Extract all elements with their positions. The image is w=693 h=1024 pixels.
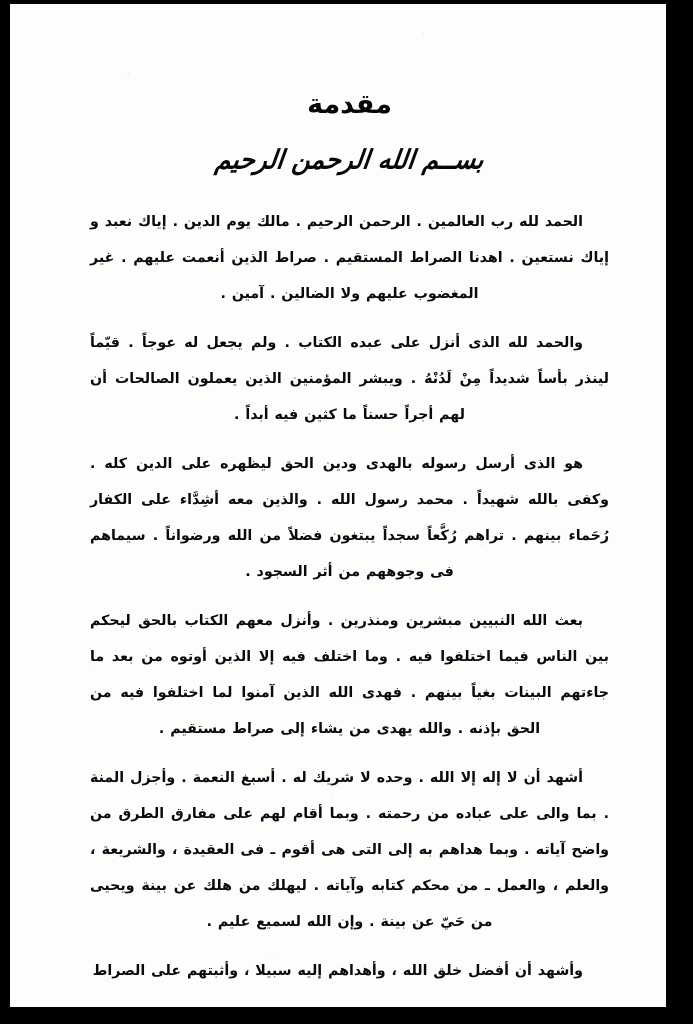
document-page xyxy=(10,4,666,1007)
paragraph-fatiha: الحمد لله رب العالمين . الرحمن الرحيم . مالك يوم الدين . إياك نعبد و إياك نستعين . اهدنا الصراط المستقيم . صراط الذين أنعمت عليهم . غير المغضوب عليهم ولا الضالين . آمين . xyxy=(90,214,609,303)
paragraph-shahada-two: وأشهد أن أفضل خلق الله ، وأهداهم إليه سبيلا ، وأثبتهم على الصراط xyxy=(92,963,583,980)
basmala-calligraphy: بســم الله الرحمن الرحيم xyxy=(213,143,486,175)
paragraph-shahada-one: أشهد أن لا إله إلا الله . وحده لا شريك له . أسبغ النعمة . وأجزل المنة . بما والى على عباده من رحمته . وبما أقام لهم على مفارق الطرق من واضح آياته . وبما هداهم به إلى التى هى أقوم ـ فى العقيدة ، والشريعة ، والعلم ، والعمل ـ من محكم كتابه وآياته . ليهلك من هلك عن بينة ويحيى من حَيّ عن بينة . وإن الله لسميع عليم . xyxy=(90,770,609,931)
text-column xyxy=(90,4,609,1007)
paragraph-kahf: والحمد لله الذى أنزل على عبده الكتاب . ولم يجعل له عوجاً . قيّماً لينذر بأساً شديداً مِنْ لَدُنْهُ . ويبشر المؤمنين الذين يعملون الصالحات أن لهم أجراً حسناً ما كثين فيه أبداً . xyxy=(90,335,609,424)
body-text-block xyxy=(90,204,609,989)
page-title: مقدمة xyxy=(307,89,392,120)
paragraph-fath: هو الذى أرسل رسوله بالهدى ودين الحق ليظهره على الدين كله . وكفى بالله شهيداً . محمد رسول الله . والذين معه أشِدَّاء على الكفار رُحَماء بينهم . تراهم رُكَّعاً سجداً يبتغون فضلاً من الله ورضواناً . سيماهم فى وجوههم من أثر السجود . xyxy=(90,456,609,581)
paragraph-baqara: بعث الله النبيين مبشرين ومنذرين . وأنزل معهم الكتاب بالحق ليحكم بين الناس فيما اختلفوا فيه . وما اختلف فيه إلا الذين أوتوه من بعد ما جاءتهم البينات بغياً بينهم . فهدى الله الذين آمنوا لما اختلفوا فيه من الحق بإذنه . والله يهدى من يشاء إلى صراط مستقيم . xyxy=(90,613,609,738)
heading-block xyxy=(90,4,609,174)
